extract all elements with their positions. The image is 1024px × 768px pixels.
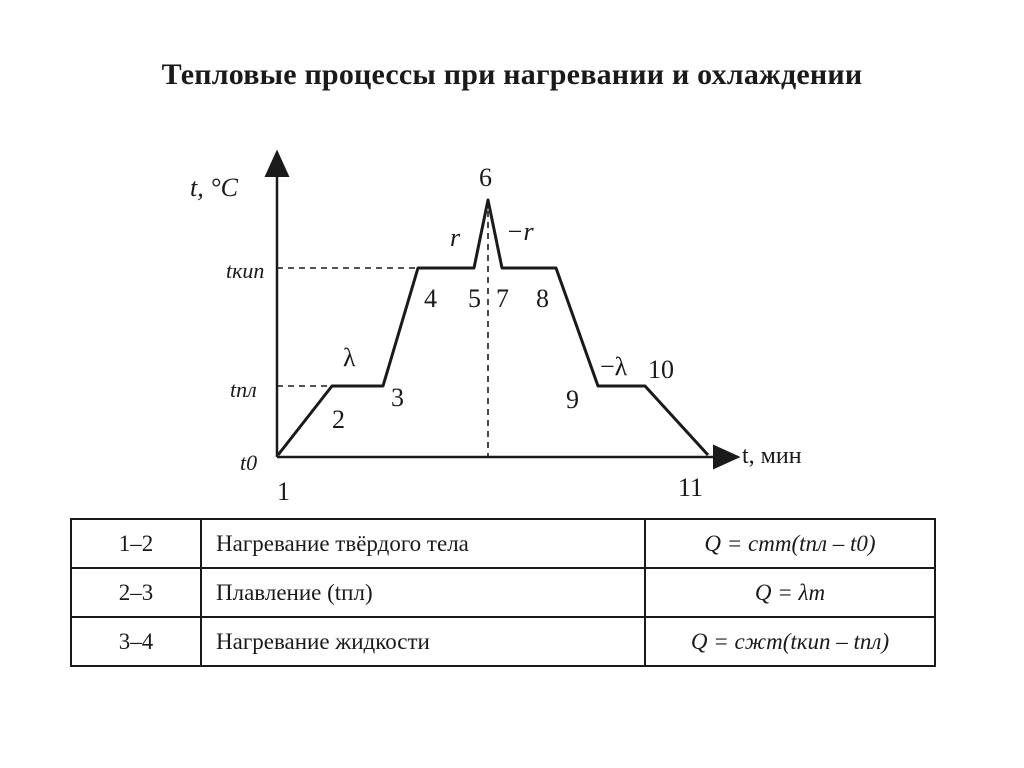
table-row <box>71 519 935 568</box>
table-cell-range: 2–3 <box>71 568 201 617</box>
table-cell-formula: Q = cжm(tкип – tпл) <box>645 617 935 666</box>
melting-heat-label: λ <box>343 343 356 372</box>
boil-level-label: tкип <box>226 258 265 283</box>
solidification-heat-label: −λ <box>600 352 628 381</box>
condensation-heat-label: −r <box>506 217 534 246</box>
y-axis-label: t, °C <box>190 173 238 202</box>
point-label-3: 3 <box>391 383 404 412</box>
table-cell-process: Плавление (tпл) <box>201 568 645 617</box>
initial-level-label: t0 <box>240 450 258 475</box>
point-label-8: 8 <box>536 284 549 313</box>
table-cell-formula: Q = λm <box>645 568 935 617</box>
melt-level-label: tпл <box>230 377 257 402</box>
table-cell-formula: Q = cтm(tпл – t0) <box>645 519 935 568</box>
process-table <box>70 518 936 667</box>
table-row <box>71 617 935 666</box>
point-label-6: 6 <box>479 163 492 192</box>
table-cell-process: Нагревание твёрдого тела <box>201 519 645 568</box>
table-cell-process: Нагревание жидкости <box>201 617 645 666</box>
point-label-7: 7 <box>496 284 509 313</box>
table-row <box>71 568 935 617</box>
point-label-2: 2 <box>332 405 345 434</box>
page-title: Тепловые процессы при нагревании и охлаждении <box>161 58 863 91</box>
vaporization-heat-label: r <box>450 223 461 252</box>
point-label-10: 10 <box>648 355 674 384</box>
point-label-5: 5 <box>468 284 481 313</box>
table-cell-range: 3–4 <box>71 617 201 666</box>
point-label-11: 11 <box>678 473 704 502</box>
x-axis-label: t, мин <box>742 443 802 469</box>
point-label-1: 1 <box>277 477 290 506</box>
point-label-4: 4 <box>424 284 437 313</box>
table-cell-range: 1–2 <box>71 519 201 568</box>
point-label-9: 9 <box>566 385 579 414</box>
